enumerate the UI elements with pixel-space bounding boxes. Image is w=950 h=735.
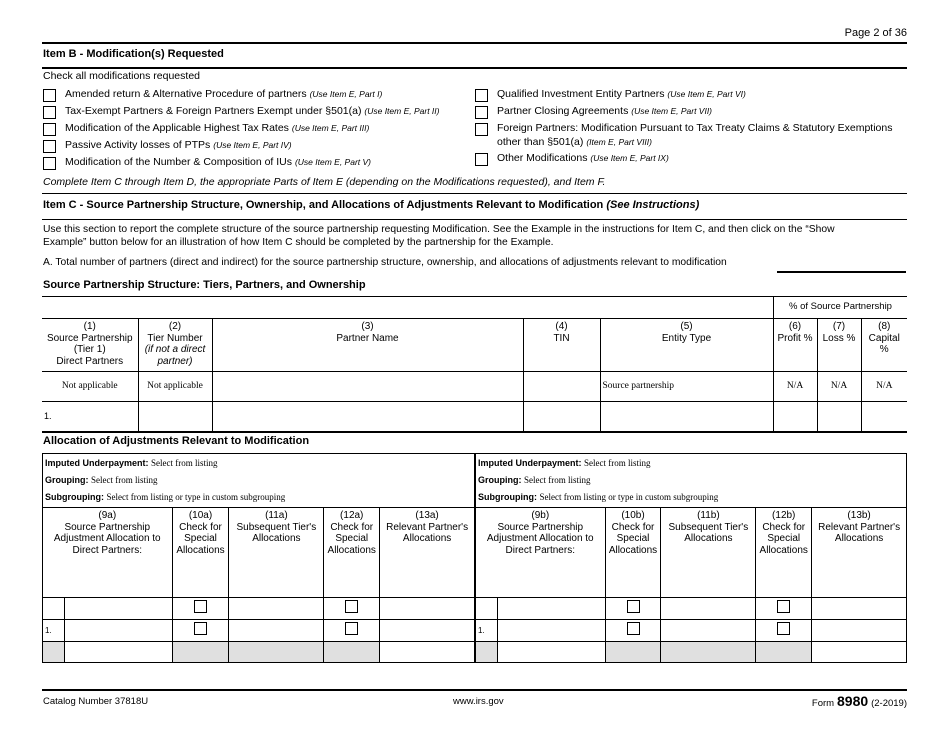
item-b-note: Complete Item C through Item D, the appropriate Parts of Item E (depending on the Modifications requested), and Item F.	[43, 176, 606, 188]
item-c-description: Use this section to report the complete structure of the source partnership requesting Modification. See the Example in the instructions for Item C, and then click on the “Show	[43, 224, 835, 235]
col-header-13a: (13a) Relevant Partner's Allocations	[380, 508, 475, 598]
cell-subsequent-tier[interactable]	[229, 598, 324, 620]
cell-subsequent-tier[interactable]	[229, 620, 324, 642]
col-header-11b: (11b) Subsequent Tier's Allocations	[661, 508, 756, 598]
table-row	[476, 642, 907, 663]
divider	[42, 67, 907, 69]
cell-total	[43, 642, 65, 663]
mod-checkbox-highest-tax-rates[interactable]	[43, 123, 56, 136]
cell-tin[interactable]	[523, 402, 600, 432]
mod-label: Amended return & Alternative Procedure of partners (Use Item E, Part I)	[65, 88, 383, 100]
mod-checkbox-foreign-partners[interactable]	[475, 123, 488, 136]
catalog-number: Catalog Number 37818U	[43, 696, 149, 707]
cell-loss: N/A	[817, 372, 861, 402]
mod-checkbox-closing-agreements[interactable]	[475, 106, 488, 119]
col-header-9b: (9b) Source Partnership Adjustment Allocation to Direct Partners:	[476, 508, 606, 598]
table-row	[476, 598, 907, 620]
mod-label-cont: other than §501(a) (Item E, Part VIII)	[497, 136, 652, 148]
cell-total-relevant	[380, 642, 475, 663]
cell-total	[172, 642, 229, 663]
cell-total-relevant	[812, 642, 907, 663]
form-id: Form 8980 (2-2019)	[811, 693, 907, 709]
col-header-9a: (9a) Source Partnership Adjustment Allocation to Direct Partners:	[43, 508, 173, 598]
cell-total-allocation	[64, 642, 172, 663]
allocation-table-a	[42, 453, 475, 663]
cell-profit: N/A	[773, 372, 817, 402]
cell-total	[476, 642, 498, 663]
divider	[42, 219, 907, 220]
cell-relevant-partner[interactable]	[812, 620, 907, 642]
divider	[42, 193, 907, 194]
subgrouping-select[interactable]: Select from listing or type in custom subgrouping	[539, 492, 719, 502]
mod-label: Modification of the Applicable Highest Tax Rates (Use Item E, Part III)	[65, 122, 370, 134]
cell-profit[interactable]	[773, 402, 817, 432]
cell-total	[756, 642, 812, 663]
allocation-table-b	[475, 453, 907, 663]
special-allocation-checkbox[interactable]	[777, 600, 790, 613]
col-header-10b: (10b) Check for Special Allocations	[605, 508, 661, 598]
irs-website: www.irs.gov	[453, 696, 504, 707]
mod-checkbox-qie-partners[interactable]	[475, 89, 488, 102]
table-row	[42, 402, 907, 432]
cell-direct-partner: Not applicable	[42, 372, 138, 402]
col-header-4: (4) TIN	[523, 319, 600, 372]
cell-partner-name[interactable]	[212, 372, 523, 402]
structure-title: Source Partnership Structure: Tiers, Partners, and Ownership	[43, 279, 366, 291]
cell-entity-type[interactable]	[600, 402, 773, 432]
special-allocation-checkbox[interactable]	[627, 600, 640, 613]
table-row	[476, 620, 907, 642]
special-allocation-checkbox[interactable]	[194, 622, 207, 635]
structure-table	[42, 318, 907, 432]
cell-subsequent-tier[interactable]	[661, 598, 756, 620]
col-header-10a: (10a) Check for Special Allocations	[172, 508, 229, 598]
mod-checkbox-number-composition[interactable]	[43, 157, 56, 170]
row-index	[476, 598, 498, 620]
col-header-12b: (12b) Check for Special Allocations	[756, 508, 812, 598]
divider	[42, 431, 907, 433]
line-a-input[interactable]	[777, 256, 906, 272]
cell-partner-name[interactable]	[212, 402, 523, 432]
special-allocation-checkbox[interactable]	[194, 600, 207, 613]
pct-group-header: % of Source Partnership	[773, 297, 907, 318]
mod-label: Tax-Exempt Partners & Foreign Partners Exempt under §501(a) (Use Item E, Part II)	[65, 105, 440, 117]
divider	[42, 42, 907, 44]
allocation-selectors-b: Imputed Underpayment: Select from listing Grouping: Select from listing Subgrouping: Select from listing or type in custom subgrouping	[476, 454, 907, 508]
cell-total	[324, 642, 380, 663]
mod-checkbox-tax-exempt[interactable]	[43, 106, 56, 119]
item-c-title: Item C - Source Partnership Structure, Ownership, and Allocations of Adjustments Relevant to Modification (See Instructions)	[43, 199, 700, 211]
mod-checkbox-ptp[interactable]	[43, 140, 56, 153]
col-header-2: (2) Tier Number (if not a direct partner)	[138, 319, 212, 372]
mod-label: Passive Activity losses of PTPs (Use Item E, Part IV)	[65, 139, 292, 151]
line-a-underline	[777, 272, 906, 273]
grouping-select[interactable]: Select from listing	[91, 475, 158, 485]
cell-subsequent-tier[interactable]	[661, 620, 756, 642]
table-row	[42, 372, 907, 402]
imputed-underpayment-select[interactable]: Select from listing	[151, 458, 218, 468]
mod-label: Other Modifications (Use Item E, Part IX)	[497, 152, 669, 164]
col-header-6: (6) Profit %	[773, 319, 817, 372]
mod-checkbox-other[interactable]	[475, 153, 488, 166]
row-index: 1.	[42, 402, 138, 432]
col-header-11a: (11a) Subsequent Tier's Allocations	[229, 508, 324, 598]
cell-total	[605, 642, 661, 663]
mod-label: Foreign Partners: Modification Pursuant to Tax Treaty Claims & Statutory Exemptions	[497, 122, 893, 134]
footer-divider	[42, 689, 907, 691]
mod-checkbox-amended-return[interactable]	[43, 89, 56, 102]
cell-relevant-partner[interactable]	[380, 598, 475, 620]
table-row	[43, 598, 475, 620]
cell-allocation[interactable]	[64, 620, 172, 642]
special-allocation-checkbox[interactable]	[777, 622, 790, 635]
mod-label: Qualified Investment Entity Partners (Use Item E, Part VI)	[497, 88, 746, 100]
allocation-title: Allocation of Adjustments Relevant to Modification	[43, 435, 310, 447]
grouping-select[interactable]: Select from listing	[524, 475, 591, 485]
col-header-3: (3) Partner Name	[212, 319, 523, 372]
structure-header-row	[42, 319, 907, 372]
table-row	[43, 642, 475, 663]
cell-total-allocation	[497, 642, 605, 663]
special-allocation-checkbox[interactable]	[345, 622, 358, 635]
line-a-label: A. Total number of partners (direct and indirect) for the source partnership structure, ownership, and allocations of adjustments relevant to modification	[43, 257, 727, 268]
page-number: Page 2 of 36	[844, 27, 907, 39]
cell-loss[interactable]	[817, 402, 861, 432]
cell-relevant-partner[interactable]	[812, 598, 907, 620]
special-allocation-checkbox[interactable]	[627, 622, 640, 635]
cell-allocation[interactable]	[497, 620, 605, 642]
cell-capital[interactable]	[861, 402, 907, 432]
col-header-8: (8) Capital %	[861, 319, 907, 372]
cell-allocation[interactable]	[64, 598, 172, 620]
cell-tier-number[interactable]	[138, 402, 212, 432]
imputed-underpayment-select[interactable]: Select from listing	[584, 458, 651, 468]
col-header-13b: (13b) Relevant Partner's Allocations	[812, 508, 907, 598]
cell-total	[661, 642, 756, 663]
cell-tin[interactable]	[523, 372, 600, 402]
cell-entity-type[interactable]: Source partnership	[600, 372, 773, 402]
table-row	[43, 620, 475, 642]
item-b-instruction: Check all modifications requested	[43, 70, 200, 82]
cell-capital: N/A	[861, 372, 907, 402]
row-index	[43, 598, 65, 620]
item-c-description-cont: Example” button below for an illustration of how Item C should be completed by the partnership for the Example.	[43, 237, 554, 248]
subgrouping-select[interactable]: Select from listing or type in custom subgrouping	[106, 492, 286, 502]
mod-label: Partner Closing Agreements (Use Item E, Part VII)	[497, 105, 713, 117]
cell-tier-number: Not applicable	[138, 372, 212, 402]
cell-relevant-partner[interactable]	[380, 620, 475, 642]
col-header-5: (5) Entity Type	[600, 319, 773, 372]
item-b-title: Item B - Modification(s) Requested	[43, 48, 224, 60]
cell-allocation[interactable]	[497, 598, 605, 620]
cell-total	[229, 642, 324, 663]
mod-label: Modification of the Number & Composition of IUs (Use Item E, Part V)	[65, 156, 371, 168]
col-header-7: (7) Loss %	[817, 319, 861, 372]
allocation-selectors-a: Imputed Underpayment: Select from listing Grouping: Select from listing Subgrouping: Select from listing or type in custom subgrouping	[43, 454, 475, 508]
row-index: 1.	[43, 620, 65, 642]
col-header-12a: (12a) Check for Special Allocations	[324, 508, 380, 598]
special-allocation-checkbox[interactable]	[345, 600, 358, 613]
row-index: 1.	[476, 620, 498, 642]
col-header-1: (1) Source Partnership (Tier 1) Direct Partners	[42, 319, 138, 372]
